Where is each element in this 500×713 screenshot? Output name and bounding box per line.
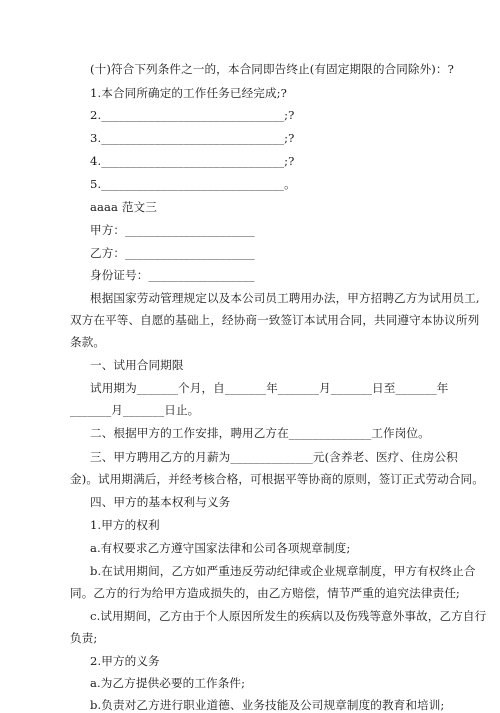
party-a-field: 甲方：______________________ bbox=[90, 223, 255, 237]
rights-item-b-line-1: b.在试用期间，乙方如严重违反劳动纪律或企业规章制度，甲方有权终止合 bbox=[90, 564, 476, 578]
party-a-rights-heading: 1.甲方的权利 bbox=[90, 518, 160, 532]
termination-item-5: 5._______________________________。 bbox=[90, 177, 296, 191]
duties-item-a: a.为乙方提供必要的工作条件; bbox=[90, 676, 246, 690]
party-b-field: 乙方：______________________ bbox=[90, 246, 255, 260]
rights-item-c-line-1: c.试用期间，乙方由于个人原因所发生的疾病以及伤残等意外事故，乙方自行 bbox=[90, 609, 487, 623]
party-a-duties-heading: 2.甲方的义务 bbox=[90, 654, 160, 668]
section-3-line-1: 三、甲方聘用乙方的月薪为______________元(含养老、医疗、住房公积 bbox=[90, 450, 458, 464]
rights-item-c-line-2: 负责; bbox=[70, 631, 98, 645]
section-3-line-2: 金)。试用期满后，并经考核合格，可根据平等协商的原则，签订正式劳动合同。 bbox=[70, 472, 484, 486]
termination-item-3: 3._______________________________;? bbox=[90, 131, 295, 145]
preamble-line-3: 条款。 bbox=[70, 335, 106, 349]
rights-item-a: a.有权要求乙方遵守国家法律和公司各项规章制度; bbox=[90, 541, 351, 555]
sample-title: aaaa 范文三 bbox=[90, 200, 157, 214]
duties-item-b: b.负责对乙方进行职业道德、业务技能及公司规章制度的教育和培训; bbox=[90, 698, 445, 712]
termination-clause-heading: (十)符合下列条件之一的，本合同即告终止(有固定期限的合同除外)：? bbox=[90, 62, 454, 76]
id-number-field: 身份证号：__________________ bbox=[90, 268, 255, 282]
section-2-heading: 二、根据甲方的工作安排，聘用乙方在______________工作岗位。 bbox=[90, 426, 430, 440]
rights-item-b-line-2: 同。乙方的行为给甲方造成损失的，由乙方赔偿，情节严重的追究法律责任; bbox=[70, 586, 460, 600]
preamble-line-1: 根据国家劳动管理规定以及本公司员工聘用办法，甲方招聘乙方为试用员工, bbox=[90, 291, 480, 305]
section-1-heading: 一、试用合同期限 bbox=[90, 358, 184, 372]
termination-item-2: 2._______________________________;? bbox=[90, 108, 295, 122]
termination-item-1: 1.本合同所确定的工作任务已经完成;? bbox=[90, 86, 287, 100]
section-4-heading: 四、甲方的基本权利与义务 bbox=[90, 495, 231, 509]
probation-period-line-1: 试用期为_______个月，自_______年_______月_______日至_______年 bbox=[90, 381, 449, 395]
termination-item-4: 4._______________________________;? bbox=[90, 154, 295, 168]
probation-period-line-2: _______月_______日止。 bbox=[70, 403, 200, 417]
preamble-line-2: 双方在平等、自愿的基础上，经协商一致签订本试用合同，共同遵守本协议所列 bbox=[70, 313, 480, 327]
